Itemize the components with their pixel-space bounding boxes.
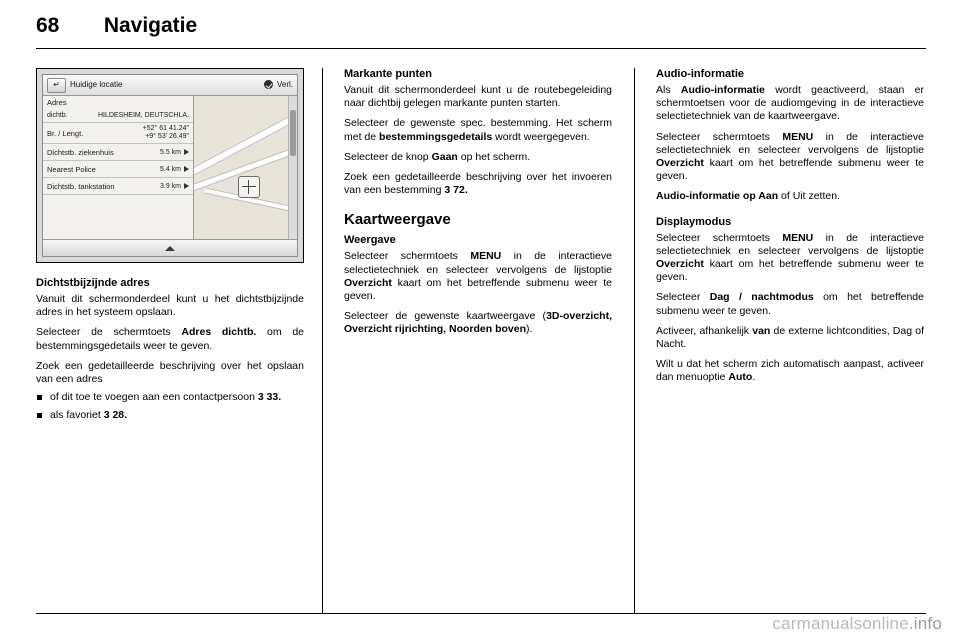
ui-term: Adres dichtb. — [181, 326, 257, 339]
text-fragment: de externe lichtcondities, Dag of Nacht. — [656, 324, 924, 351]
text-fragment: om het betreffende submenu weer te geven. — [656, 291, 924, 317]
scrollbar-thumb[interactable] — [290, 110, 296, 156]
row-sublabel: dichtb. — [47, 112, 68, 119]
watermark — [772, 614, 942, 634]
text-fragment: wordt weergegeven. — [492, 130, 590, 143]
paragraph — [656, 325, 924, 351]
nav-screen — [42, 74, 298, 257]
paragraph — [344, 151, 612, 164]
ui-term: Dag / nachtmodus — [709, 291, 814, 304]
vertical-scrollbar[interactable] — [288, 96, 297, 239]
bullet-list — [36, 391, 304, 422]
text-fragment: Selecteer de gewenste spec. bestemming. Het scherm met de — [344, 117, 612, 143]
text-fragment: Activeer, afhankelijk — [656, 324, 753, 337]
paragraph: Zoek een gedetailleerde beschrijving over het opslaan van een adres — [36, 359, 304, 386]
navigation-screenshot-figure — [36, 68, 304, 263]
paragraph — [656, 291, 924, 317]
ui-term: op Aan — [742, 190, 779, 203]
row-value-lon: +9° 53' 26.49" — [145, 133, 189, 140]
ui-term: Overzicht — [344, 276, 392, 289]
map-view[interactable] — [194, 96, 297, 239]
cross-reference: 3 33. — [257, 391, 282, 404]
nav-info-list — [43, 96, 194, 239]
ui-term: MENU — [782, 231, 814, 244]
text-fragment: in de interactieve selectietechniek en selecteer vervolgens de lijstoptie — [344, 250, 612, 276]
paragraph — [656, 131, 924, 184]
list-item[interactable] — [43, 178, 193, 195]
ui-term: MENU — [470, 250, 502, 263]
text-fragment: ). — [526, 323, 533, 336]
row-value-lat: +52° 61 41.24" — [142, 125, 189, 132]
text-fragment: of dit toe te voegen aan een contactpersoon — [50, 391, 258, 404]
nav-topbar-right-label: Verl. — [276, 80, 293, 90]
paragraph — [656, 84, 924, 124]
page-title: Navigatie — [103, 14, 198, 37]
row-label: Br. / Lengt. — [47, 128, 84, 138]
list-item[interactable] — [43, 123, 193, 144]
bullet-square-icon — [37, 413, 42, 418]
nav-body — [43, 96, 297, 239]
text-fragment: om de bestemmingsgedetails weer te geven. — [36, 326, 305, 352]
map-road — [194, 96, 297, 175]
column-divider-1 — [322, 68, 323, 613]
section-heading-kaartweergave: Kaartweergave — [344, 211, 451, 229]
row-label: Adres — [47, 98, 67, 107]
column-1 — [36, 68, 304, 428]
watermark-suffix: .info — [908, 614, 942, 633]
list-item[interactable] — [43, 161, 193, 178]
text-fragment: wordt geactiveerd, staan er schermtoetsen voor de audiomgeving in de interactieve selectietechniek van de kaartweergave. — [656, 84, 924, 123]
ui-term: Overzicht — [656, 157, 704, 170]
section-heading-dichtstbijzijnde-adres: Dichtstbijzijnde adres — [36, 277, 150, 289]
text-fragment: in de interactieve selectietechniek en selecteer vervolgens de lijstoptie — [656, 130, 924, 156]
list-item[interactable] — [43, 96, 193, 123]
column-3 — [656, 68, 924, 392]
paragraph — [656, 358, 924, 384]
text-fragment: Selecteer de schermtoets — [36, 326, 182, 339]
ui-term: van — [752, 324, 771, 337]
nav-bottombar[interactable] — [43, 239, 297, 256]
row-label: Dichtstb. ziekenhuis — [47, 147, 114, 157]
row-label: Dichtstb. tankstation — [47, 181, 115, 191]
text-fragment: . — [752, 371, 756, 384]
paragraph — [656, 232, 924, 285]
text-fragment: Selecteer — [656, 291, 710, 304]
text-fragment: of Uit zetten. — [778, 190, 840, 203]
row-value: HILDESHEIM, DEUTSCHLA. — [97, 112, 189, 119]
section-heading-markante-punten: Markante punten — [344, 68, 433, 80]
paragraph — [344, 310, 612, 336]
text-fragment: Selecteer schermtoets — [656, 231, 783, 244]
check-circle-icon — [264, 80, 273, 89]
text-fragment: Zoek een gedetailleerde beschrijving over het invoeren van een bestemming — [344, 171, 612, 197]
text-fragment: Selecteer de gewenste kaartweergave ( — [344, 310, 547, 323]
section-heading-displaymodus: Displaymodus — [656, 215, 732, 228]
ui-term: Audio-informatie — [656, 190, 743, 203]
ui-term: Audio-informatie — [680, 84, 765, 96]
arrow-right-icon — [184, 166, 189, 172]
arrow-right-icon — [184, 183, 189, 189]
subsection-heading-weergave: Weergave — [344, 234, 396, 247]
paragraph: Vanuit dit schermonderdeel kunt u de routebegeleiding naar dichtbij gelegen markante punten starten. — [344, 84, 612, 110]
nav-topbar — [43, 75, 297, 96]
nav-topbar-title: Huidige locatie — [70, 80, 123, 90]
section-heading-audio-informatie: Audio-informatie — [656, 68, 744, 80]
ui-term: Overzicht — [656, 258, 704, 271]
paragraph — [344, 250, 612, 303]
back-arrow-icon[interactable]: ↵ — [47, 78, 66, 93]
text-fragment: Selecteer de knop — [344, 150, 432, 163]
watermark-text: carmanualsonline — [772, 614, 909, 633]
text-fragment: op het scherm. — [457, 150, 531, 163]
ui-term: MENU — [782, 130, 814, 143]
paragraph — [36, 326, 304, 352]
list-item[interactable] — [43, 144, 193, 161]
list-item — [36, 409, 304, 422]
column-divider-2 — [634, 68, 635, 613]
text-fragment: kaart om het betreffende submenu weer te geven. — [344, 276, 612, 303]
crosshair-icon — [238, 176, 260, 198]
text-fragment: Wilt u dat het scherm zich automatisch aanpast, activeer dan menuoptie — [656, 358, 924, 384]
row-value: 5.5 km — [159, 148, 181, 156]
bullet-square-icon — [37, 395, 42, 400]
paragraph — [344, 171, 612, 197]
page-header — [36, 14, 926, 44]
row-value: 3.9 km — [159, 182, 181, 190]
header-divider — [36, 48, 926, 49]
ui-term: Gaan — [431, 150, 458, 163]
ui-term: 3D-overzicht, Overzicht rijrichting, Noorden boven — [344, 310, 612, 336]
text-fragment: als favoriet — [50, 409, 104, 422]
text-fragment: Selecteer schermtoets — [344, 250, 471, 263]
text-fragment: kaart om het betreffende submenu weer te geven. — [656, 258, 924, 284]
arrow-right-icon — [184, 149, 189, 155]
text-fragment: Selecteer schermtoets — [656, 130, 783, 143]
paragraph — [344, 117, 612, 143]
page-number: 68 — [36, 14, 60, 37]
text-fragment: in de interactieve selectietechniek en selecteer vervolgens de lijstoptie — [656, 231, 924, 257]
column-2 — [344, 68, 612, 344]
cross-reference: 3 72. — [444, 184, 468, 197]
cross-reference: 3 28. — [103, 409, 128, 422]
list-item — [36, 391, 304, 404]
chevron-up-icon[interactable] — [165, 246, 175, 251]
paragraph — [656, 190, 924, 203]
paragraph: Vanuit dit schermonderdeel kunt u het dichtstbijzijnde adres in het systeem opslaan. — [36, 293, 304, 319]
row-value: 5.4 km — [159, 165, 181, 173]
row-label: Nearest Police — [47, 164, 96, 174]
text-fragment: kaart om het betreffende submenu weer te geven. — [656, 157, 924, 183]
ui-term: Auto — [728, 371, 753, 384]
ui-term: bestemmingsgedetails — [379, 130, 493, 143]
text-fragment: Als — [656, 84, 681, 96]
